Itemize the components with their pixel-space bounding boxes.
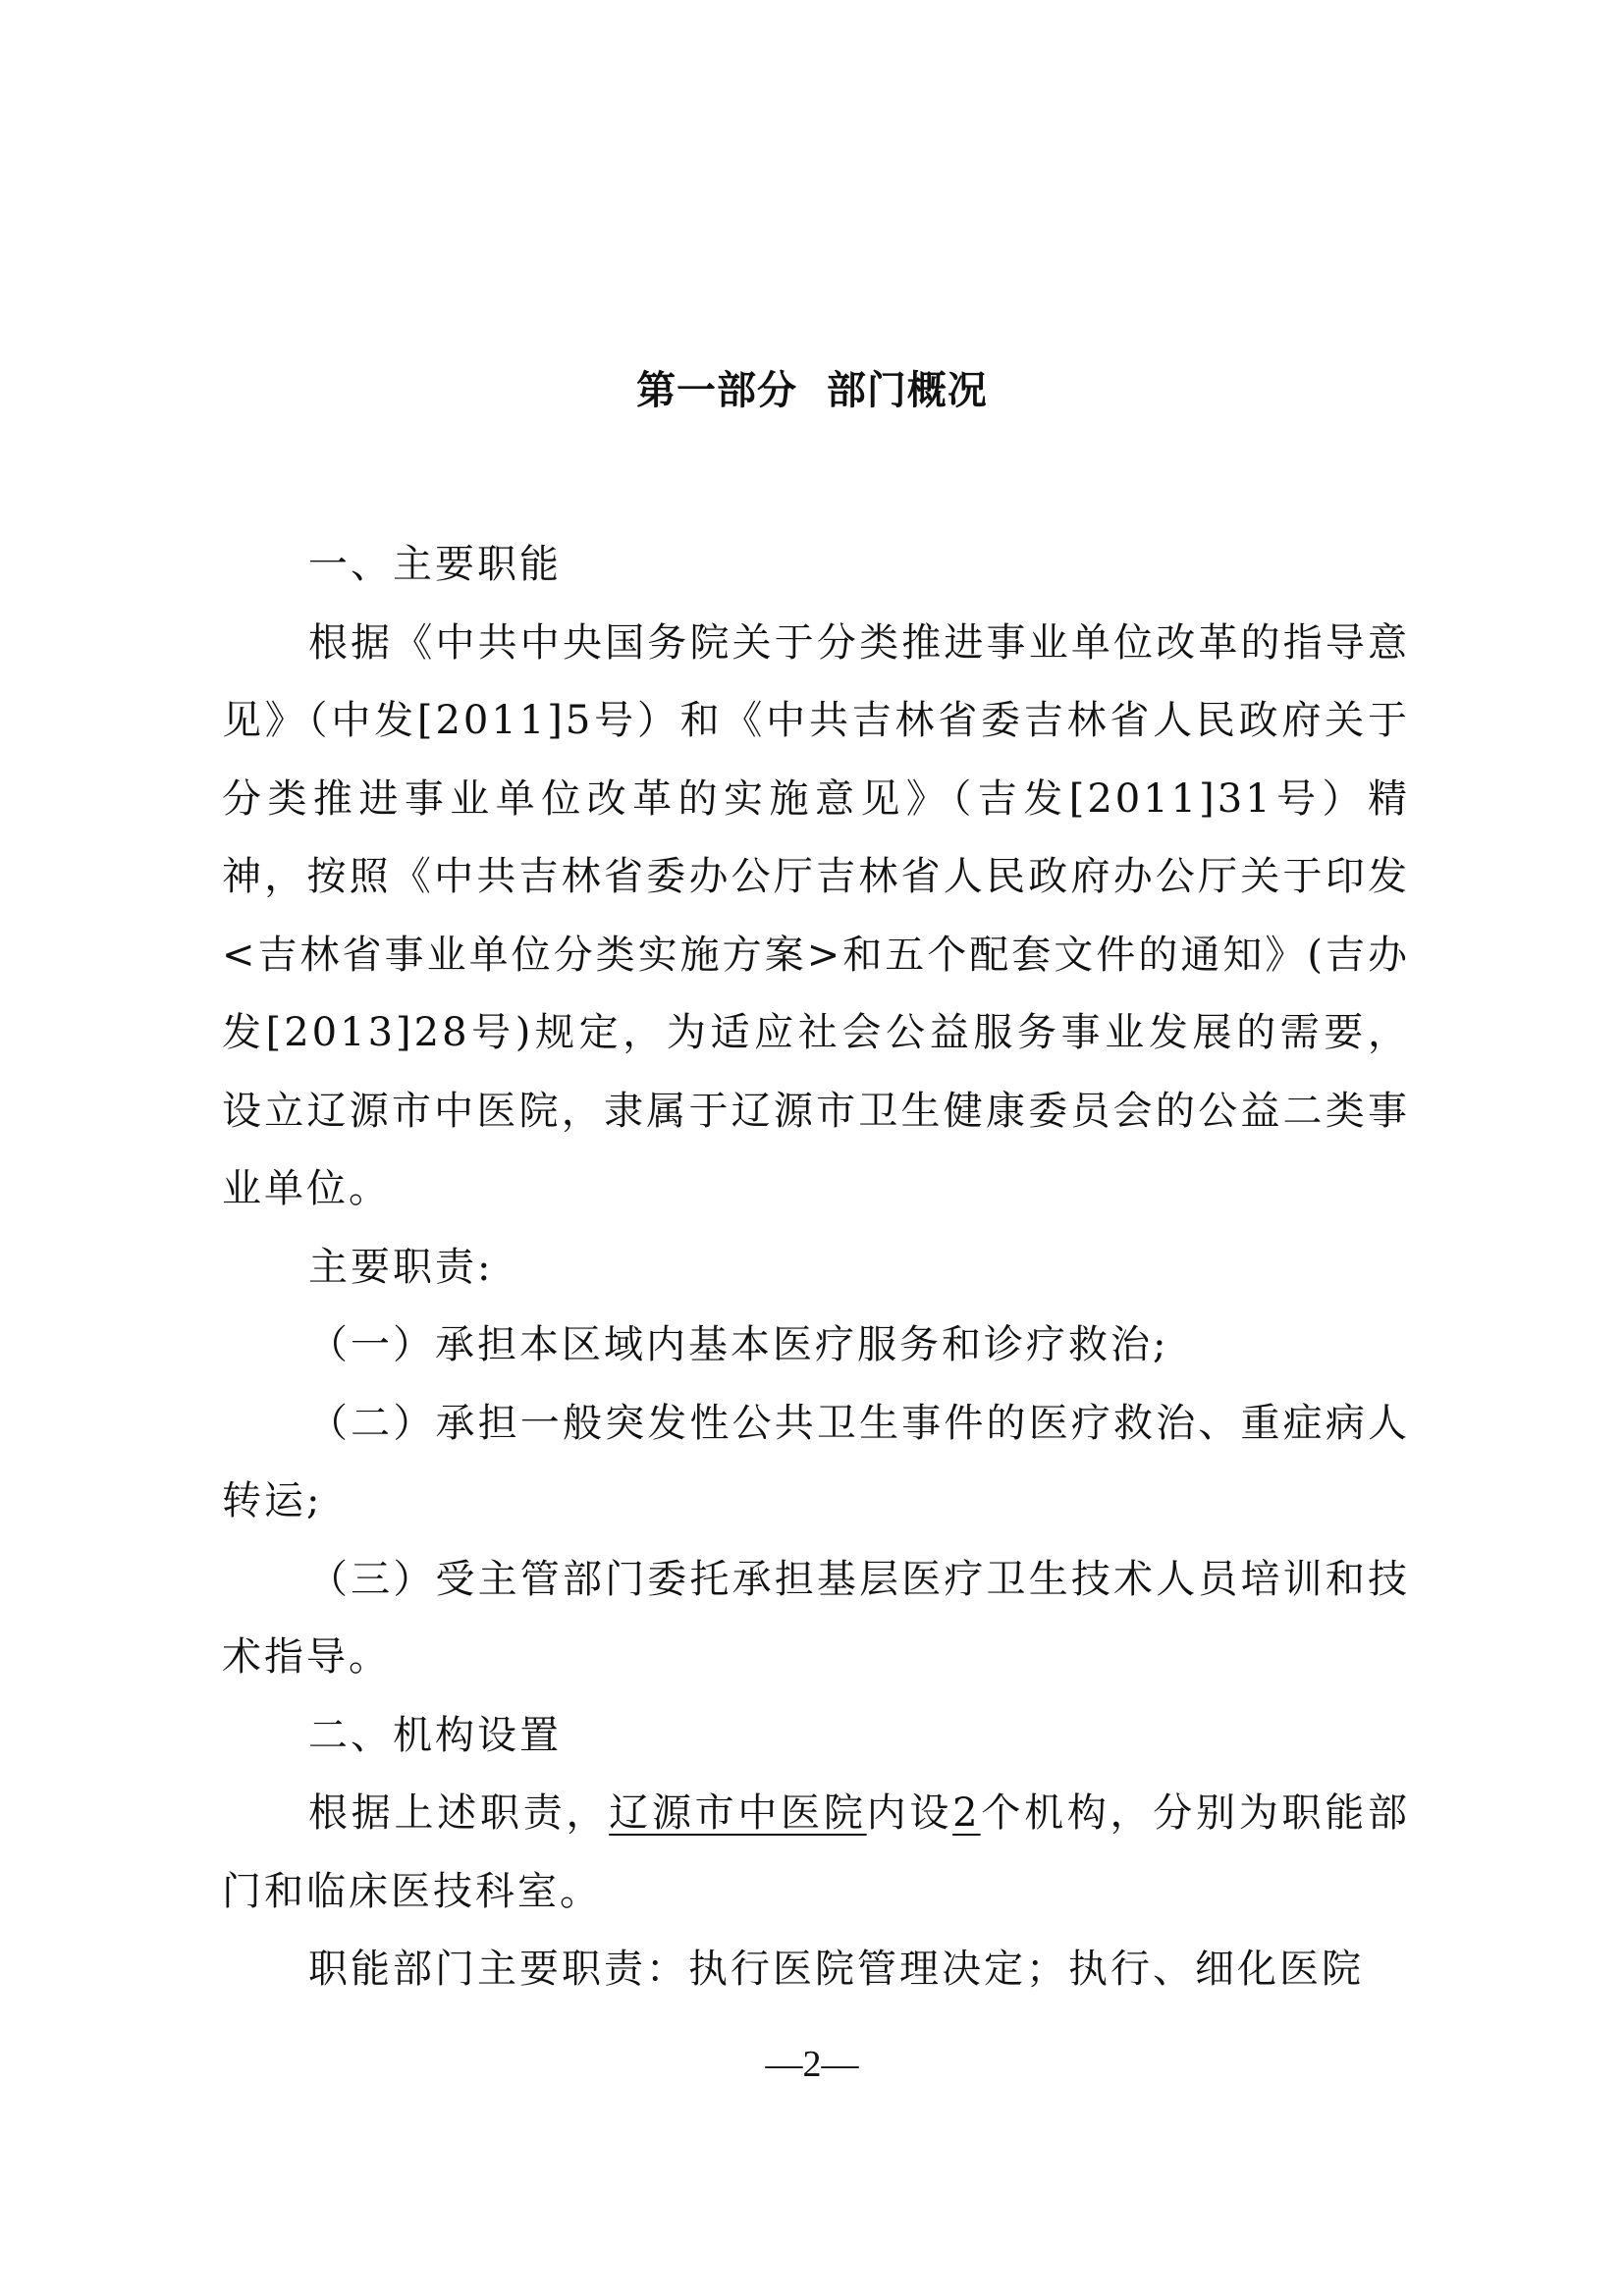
duty-item-1: （一）承担本区域内基本医疗服务和诊疗救治;: [308, 1322, 1169, 1367]
structure-suffix: 个机构，分别为职能部门和临床医技科室。: [222, 1790, 1411, 1914]
section-heading-structure: 二、机构设置: [308, 1712, 562, 1758]
structure-paragraph: [222, 1775, 1410, 1931]
duty-item-3: （三）受主管部门委托承担基层医疗卫生技术人员培训和技术指导。: [222, 1556, 1410, 1680]
duties-label: 主要职责:: [308, 1244, 494, 1290]
page-title: 第一部分 部门概况: [636, 368, 988, 413]
section-heading-functions: 一、主要职能: [308, 542, 562, 587]
structure-prefix: 根据上述职责，: [308, 1790, 610, 1836]
department-duties-paragraph: 职能部门主要职责：执行医院管理决定；执行、细化医院: [308, 1947, 1364, 1992]
duty-item-2: （二）承担一般突发性公共卫生事件的医疗救治、重症病人转运;: [222, 1400, 1410, 1523]
structure-middle: 内设: [866, 1790, 953, 1836]
unit-count: 2: [952, 1790, 981, 1836]
unit-name: 辽源市中医院: [609, 1790, 867, 1836]
page-number: —2—: [765, 2044, 859, 2085]
document-body: [222, 526, 1410, 2009]
basis-paragraph: 根据《中共中央国务院关于分类推进事业单位改革的指导意见》（中发[2011]5号）和《中共吉林省委吉林省人民政府关于分类推进事业单位改革的实施意见》（吉发[2011]31号）精神，按照《中共吉林省委办公厅吉林省人民政府办公厅关于印发<吉林省事业单位分类实施方案>和五个配套文件的通知》(吉办发[2013]28号)规定，为适应社会公益服务事业发展的需要，设立辽源市中医院，隶属于辽源市卫生健康委员会的公益二类事业单位。: [222, 619, 1410, 1211]
